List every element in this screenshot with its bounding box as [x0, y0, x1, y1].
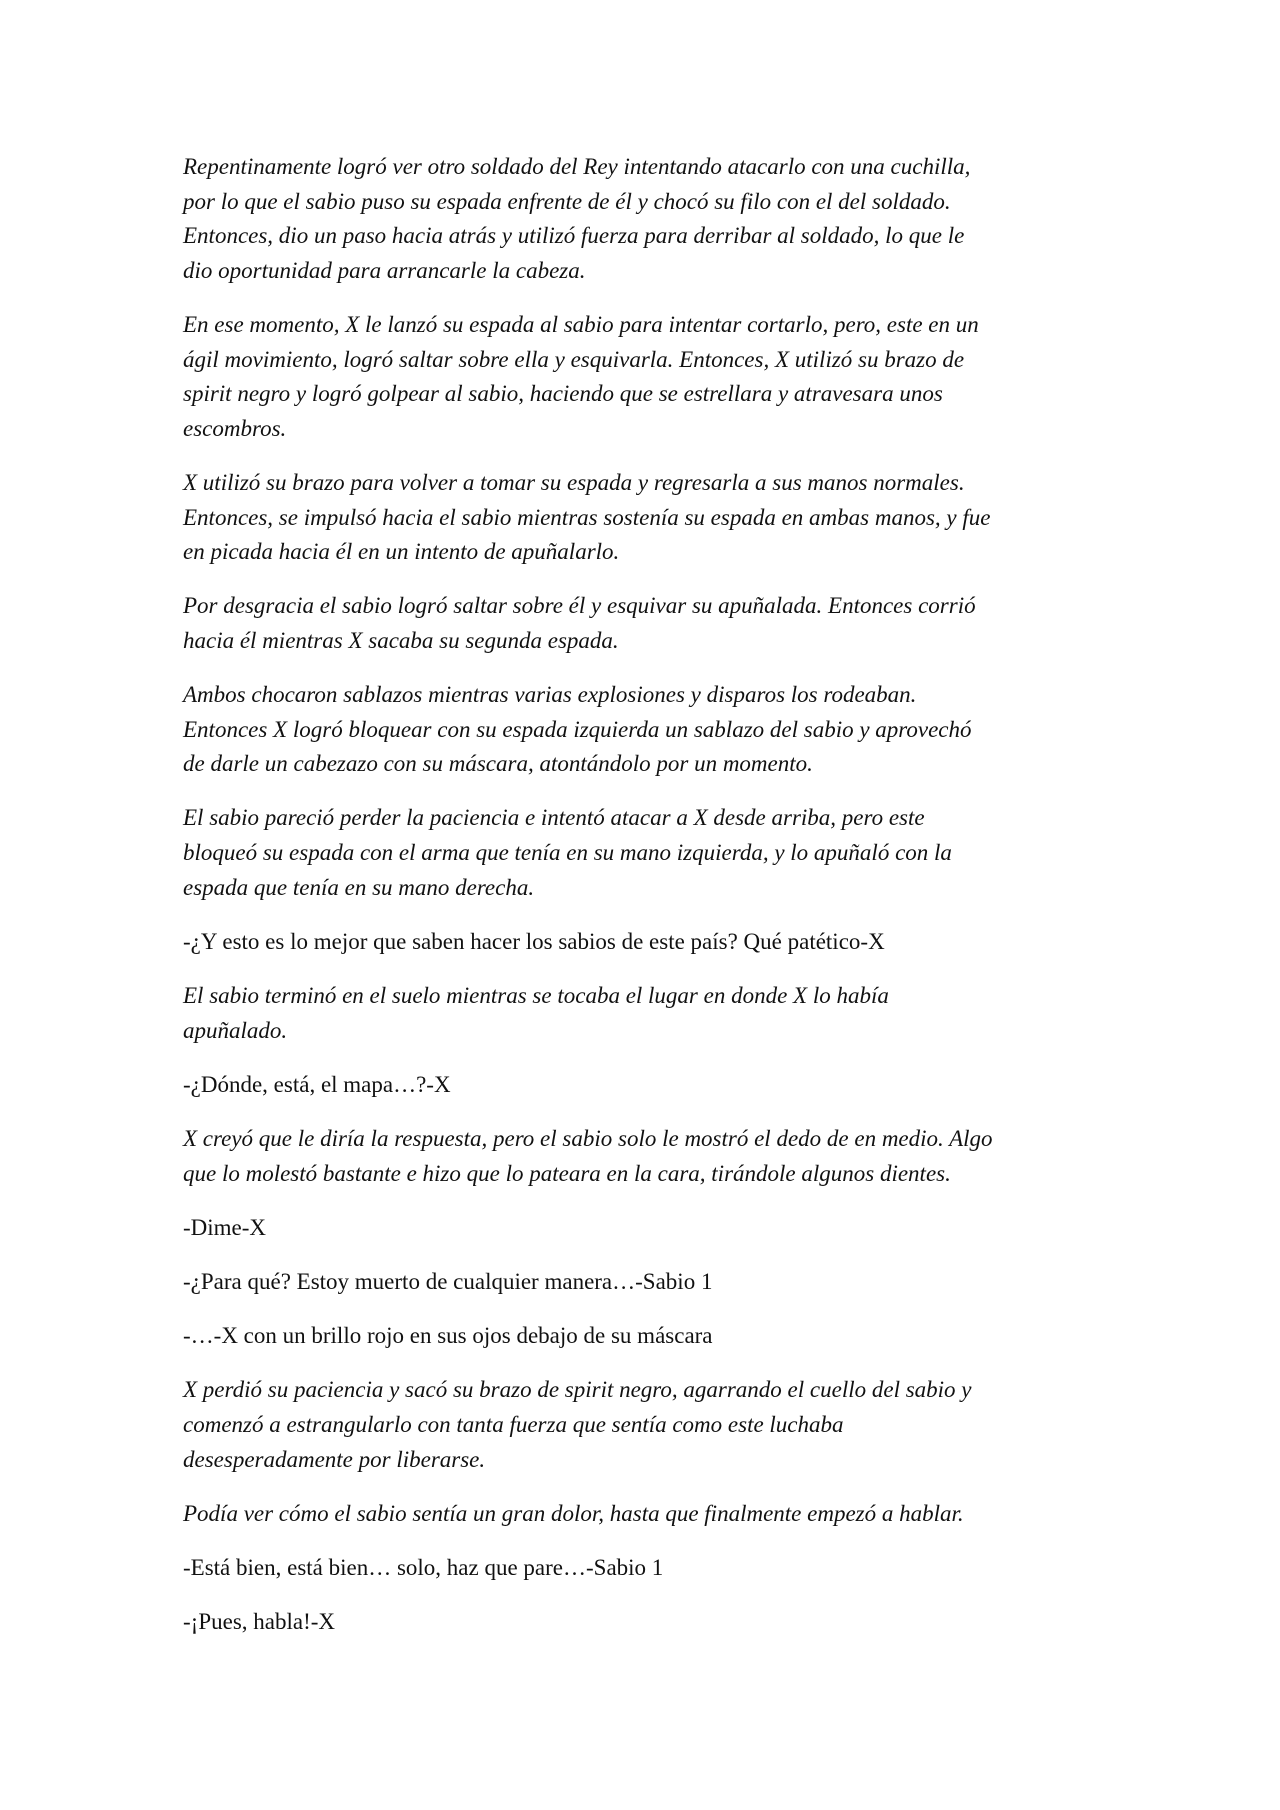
text-line: -¿Y esto es lo mejor que saben hacer los sabios de este país? Qué patético-X: [183, 928, 885, 954]
text-line: -¿Para qué? Estoy muerto de cualquier manera…-Sabio 1: [183, 1268, 713, 1294]
narration-paragraph: [183, 589, 1113, 658]
text-line: -¡Pues, habla!-X: [183, 1609, 336, 1635]
dialogue-paragraph: [183, 925, 1113, 960]
text-line: espada que tenía en su mano derecha.: [183, 874, 535, 900]
text-line: X utilizó su brazo para volver a tomar su espada y regresarla a sus manos normales.: [183, 469, 965, 495]
text-line: -¿Dónde, está, el mapa…?-X: [183, 1071, 451, 1097]
text-line: -Está bien, está bien… solo, haz que pare…-Sabio 1: [183, 1554, 664, 1580]
narration-paragraph: [183, 1122, 1113, 1191]
dialogue-paragraph: [183, 1605, 1113, 1640]
narration-paragraph: [183, 466, 1113, 570]
text-line: Por desgracia el sabio logró saltar sobre él y esquivar su apuñalada. Entonces corrió: [183, 593, 976, 619]
text-line: dio oportunidad para arrancarle la cabeza.: [183, 257, 586, 283]
text-line: escombros.: [183, 415, 287, 441]
text-line: Podía ver cómo el sabio sentía un gran dolor, hasta que finalmente empezó a hablar.: [183, 1500, 964, 1526]
text-line: ágil movimiento, logró saltar sobre ella y esquivarla. Entonces, X utilizó su brazo de: [183, 346, 965, 372]
narration-paragraph: [183, 801, 1113, 905]
text-line: X perdió su paciencia y sacó su brazo de spirit negro, agarrando el cuello del sabio y: [183, 1377, 972, 1403]
dialogue-paragraph: [183, 1551, 1113, 1586]
text-line: El sabio pareció perder la paciencia e intentó atacar a X desde arriba, pero este: [183, 805, 925, 831]
text-line: en picada hacia él en un intento de apuñalarlo.: [183, 539, 620, 565]
text-line: Entonces, dio un paso hacia atrás y utilizó fuerza para derribar al soldado, lo que le: [183, 223, 965, 249]
narration-paragraph: [183, 308, 1113, 446]
text-line: Repentinamente logró ver otro soldado del Rey intentando atacarlo con una cuchilla,: [183, 154, 971, 179]
text-line: por lo que el sabio puso su espada enfrente de él y chocó su filo con el del soldado.: [183, 188, 951, 214]
text-line: X creyó que le diría la respuesta, pero el sabio solo le mostró el dedo de en medio. Algo: [183, 1126, 993, 1151]
dialogue-paragraph: [183, 1068, 1113, 1103]
text-line: -Dime-X: [183, 1214, 267, 1240]
narration-paragraph: [183, 150, 1113, 288]
document-page-body: [183, 150, 1113, 1659]
text-line: desesperadamente por liberarse.: [183, 1446, 486, 1472]
dialogue-paragraph: [183, 1265, 1113, 1300]
dialogue-paragraph: [183, 1319, 1113, 1354]
text-line: de darle un cabezazo con su máscara, atontándolo por un momento.: [183, 751, 813, 777]
text-line: apuñalado.: [183, 1017, 288, 1043]
narration-paragraph: [183, 979, 1113, 1048]
text-line: hacia él mientras X sacaba su segunda espada.: [183, 627, 619, 653]
text-line: comenzó a estrangularlo con tanta fuerza que sentía como este luchaba: [183, 1411, 844, 1437]
text-line: El sabio terminó en el suelo mientras se tocaba el lugar en donde X lo había: [183, 983, 889, 1009]
text-line: Entonces, se impulsó hacia el sabio mientras sostenía su espada en ambas manos, y fue: [183, 504, 991, 530]
narration-paragraph: [183, 678, 1113, 782]
text-line: Entonces X logró bloquear con su espada izquierda un sablazo del sabio y aprovechó: [183, 716, 972, 742]
narration-paragraph: [183, 1373, 1113, 1477]
text-line: Ambos chocaron sablazos mientras varias explosiones y disparos los rodeaban.: [183, 682, 917, 708]
dialogue-paragraph: [183, 1211, 1113, 1246]
narration-paragraph: [183, 1497, 1113, 1532]
text-line: En ese momento, X le lanzó su espada al sabio para intentar cortarlo, pero, este en un: [183, 311, 979, 337]
text-line: -…-X con un brillo rojo en sus ojos debajo de su máscara: [183, 1323, 713, 1349]
text-line: que lo molestó bastante e hizo que lo pateara en la cara, tirándole algunos dientes.: [183, 1160, 951, 1186]
text-line: spirit negro y logró golpear al sabio, haciendo que se estrellara y atravesara unos: [183, 381, 943, 407]
text-line: bloqueó su espada con el arma que tenía en su mano izquierda, y lo apuñaló con la: [183, 840, 952, 866]
